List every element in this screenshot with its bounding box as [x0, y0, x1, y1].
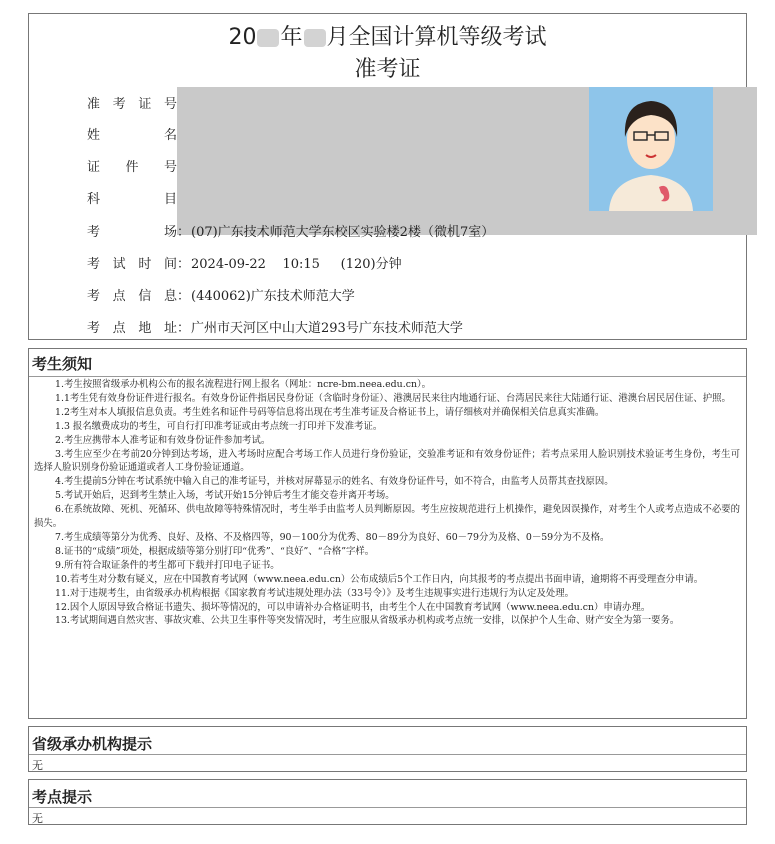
ticket-subtitle: 准考证	[354, 57, 421, 82]
id-label: 证件号	[87, 160, 177, 175]
notice-item: 13.考试期间遇自然灾害、事故灾难、公共卫生事件等突发情况时，考生应服从省级承办机构或考点统一安排，以保护个人生命、财产安全为第一要务。	[55, 615, 680, 627]
subject-label: 科目	[87, 192, 177, 207]
notice-item: 4.考生提前5分钟在考试系统中输入自己的准考证号，并核对屏幕显示的姓名、有效身份证件号，如不符合，由监考人员帮其查找原因。	[55, 476, 614, 488]
notice-item: 12.因个人原因导致合格证书遗失、损坏等情况的，可以申请补办合格证明书，由考生个人在中国教育考试网（www.neea.edu.cn）申请办理。	[55, 601, 651, 613]
notice-item: 1.3 报名缴费成功的考生，可自行打印准考证或由考点统一打印并下发准考证。	[55, 420, 383, 432]
row-center	[29, 285, 746, 307]
address-label: 考点地址	[87, 321, 177, 336]
provincial-value: 无	[32, 759, 43, 772]
colon: ：	[177, 289, 191, 304]
notice-section	[28, 348, 747, 719]
site-value: 无	[32, 812, 43, 825]
room-value: (07)广东技术师范大学东校区实验楼2楼（微机7室）	[191, 225, 495, 240]
title-year-char: 年	[280, 25, 303, 50]
notice-item: 10.若考生对分数有疑义，应在中国教育考试网（www.neea.edu.cn）公布成绩后5个工作日内，向其报考的考点提出书面申请，逾期将不再受理查分申请。	[55, 573, 704, 585]
exam-date: 2024-09-22	[191, 257, 266, 272]
redacted-month	[304, 29, 326, 47]
notice-item: 1.1考生凭有效身份证件进行报名。有效身份证件指居民身份证（含临时身份证）、港澳居民来往内地通行证、台湾居民来往大陆通行证、港澳台居民居住证、护照。	[55, 392, 731, 404]
ticket-no-label: 准考证号	[87, 97, 177, 112]
candidate-photo	[589, 87, 713, 211]
notice-item: 8.证书的“成绩”项处，根据成绩等第分别打印“优秀”、“良好”、“合格”字样。	[55, 545, 375, 557]
notice-item: 6.在系统故障、死机、死循环、供电故障等特殊情况时，考生举手由监考人员判断原因。考生应按规范进行上机操作，避免因误操作，对考生个人或考点造成不必要的损失。	[34, 504, 740, 530]
notice-body	[34, 378, 740, 628]
provincial-section	[28, 726, 747, 772]
time-value	[191, 253, 402, 272]
colon: ：	[177, 321, 191, 336]
title-year-prefix: 20	[228, 25, 257, 50]
row-address	[29, 317, 746, 339]
exam-clock: 10:15	[282, 257, 320, 272]
colon: ：	[177, 257, 191, 272]
notice-item: 11.对于违规考生，由省级承办机构根据《国家教育考试违规处理办法（33号令）》及考生违规事实进行违规行为认定及处理。	[55, 587, 575, 599]
avatar-illustration	[589, 87, 713, 211]
exam-title	[29, 20, 746, 51]
center-label: 考点信息	[87, 289, 177, 304]
notice-item: 9.所有符合取证条件的考生都可下载并打印电子证书。	[55, 559, 280, 571]
site-section	[28, 779, 747, 825]
notice-item: 1.2考生对本人填报信息负责。考生姓名和证件号码等信息将出现在考生准考证及合格证书上，请仔细核对并确保相关信息真实准确。	[55, 406, 605, 418]
notice-item: 3.考生应至少在考前20分钟到达考场，进入考场时应配合考场工作人员进行身份验证，交验准考证和有效身份证件；若考点采用人脸识别技术验证考生身份，考生可选择人脸识别身份验证通道或者人工身份验证通道。	[34, 448, 740, 474]
colon: ：	[177, 225, 191, 240]
time-label: 考试时间	[87, 257, 177, 272]
row-time	[29, 253, 746, 275]
name-label: 姓名	[87, 128, 177, 143]
exam-duration: (120)分钟	[340, 257, 402, 272]
admission-ticket-header	[28, 13, 747, 340]
notice-item: 5.考试开始后，迟到考生禁止入场，考试开始15分钟后考生才能交卷并离开考场。	[55, 490, 395, 502]
notice-item: 7.考生成绩等第分为优秀、良好、及格、不及格四等，90－100分为优秀、80－89分为良好、60－79分为及格、0－59分为不及格。	[55, 531, 610, 543]
notice-item: 2.考生应携带本人准考证和有效身份证件参加考试。	[55, 434, 271, 446]
row-room	[29, 221, 746, 243]
title-rest: 月全国计算机等级考试	[326, 25, 547, 50]
provincial-title: 省级承办机构提示	[29, 727, 746, 755]
redacted-year	[257, 29, 279, 47]
notice-title: 考生须知	[29, 349, 746, 377]
room-label: 考场	[87, 225, 177, 240]
center-value: (440062)广东技术师范大学	[191, 289, 355, 304]
site-title: 考点提示	[29, 780, 746, 808]
notice-item: 1.考生按照省级承办机构公布的报名流程进行网上报名（网址：ncre-bm.neea.edu.cn）。	[55, 379, 432, 390]
address-value: 广州市天河区中山大道293号广东技术师范大学	[191, 321, 463, 336]
